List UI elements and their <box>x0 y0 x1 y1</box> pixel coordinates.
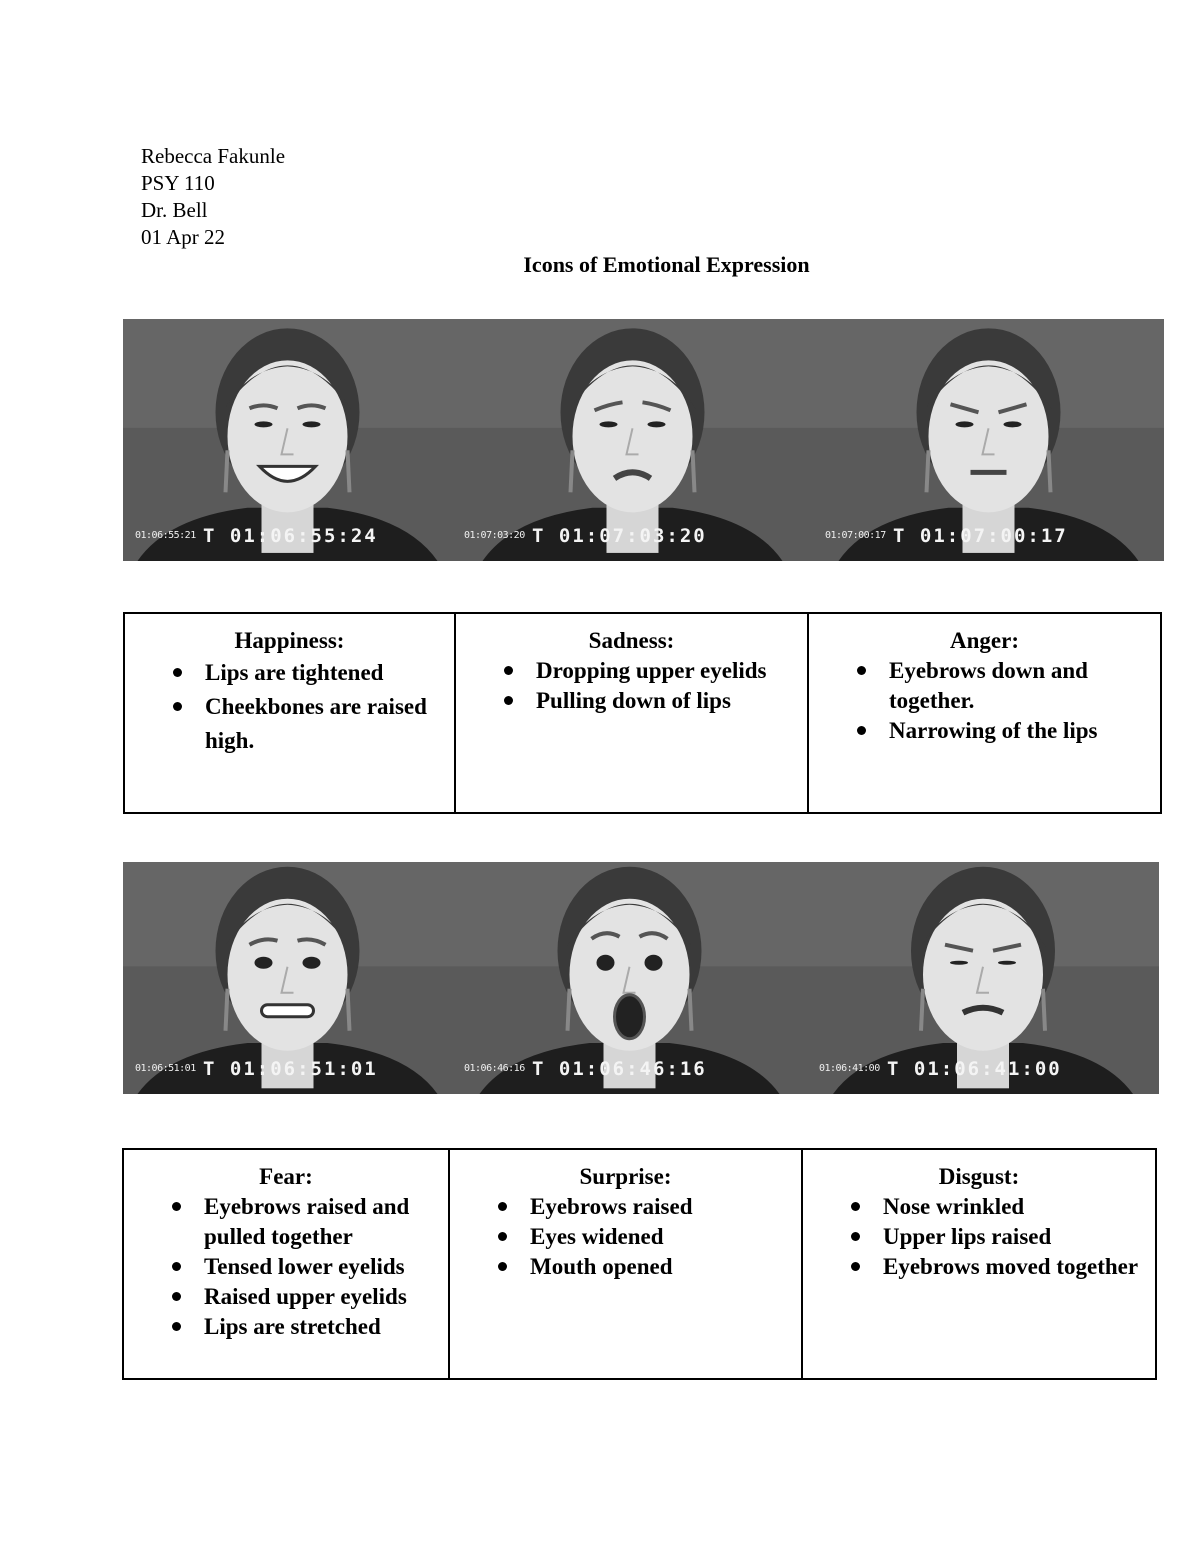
feature-item <box>811 1222 1147 1252</box>
earring-right <box>693 450 695 492</box>
timecode-large: T 01:06:55:24 <box>203 525 378 547</box>
feature-list <box>464 656 799 716</box>
expression-heading: Sadness: <box>588 628 675 653</box>
eye-left <box>600 421 618 427</box>
photo-fear <box>123 862 452 1094</box>
earring-right <box>690 989 692 1031</box>
feature-text: Eyebrows raised <box>530 1194 693 1219</box>
bullet-icon <box>172 1322 181 1331</box>
photo-row-2 <box>123 862 1159 1094</box>
expression-heading: Happiness: <box>234 628 345 653</box>
bullet-icon <box>851 1262 860 1271</box>
feature-item <box>458 1222 793 1252</box>
feature-item <box>458 1252 793 1282</box>
feature-text: Nose wrinkled <box>883 1194 1025 1219</box>
timecode-large: T 01:07:00:17 <box>893 525 1068 547</box>
feature-item <box>464 686 799 716</box>
earring-right <box>1043 989 1045 1031</box>
cell-anger <box>809 614 1160 812</box>
student-name: Rebecca Fakunle <box>141 144 286 168</box>
timecode-large: T 01:07:03:20 <box>532 525 707 547</box>
feature-item <box>817 716 1152 746</box>
feature-text: Narrowing of the lips <box>889 718 1098 743</box>
bullet-icon <box>851 1202 860 1211</box>
eye-right <box>303 957 321 969</box>
eye-left <box>255 957 273 969</box>
feature-text: Eyebrows moved together <box>883 1254 1139 1279</box>
feature-list <box>811 1192 1147 1282</box>
mouth <box>615 995 645 1039</box>
earring-right <box>1049 450 1051 492</box>
timecode-small: 01:06:41:00 <box>819 1063 880 1074</box>
timecode-small: 01:07:00:17 <box>825 530 886 541</box>
timecode-large: T 01:06:51:01 <box>203 1058 378 1080</box>
bullet-icon <box>857 726 866 735</box>
expression-heading: Fear: <box>259 1164 313 1189</box>
timecode-large: T 01:06:41:00 <box>887 1058 1062 1080</box>
timecode-small: 01:07:03:20 <box>464 530 525 541</box>
document-date: 01 Apr 22 <box>141 225 225 249</box>
feature-item <box>132 1252 440 1282</box>
feature-list <box>817 656 1152 746</box>
bullet-icon <box>498 1232 507 1241</box>
feature-item <box>133 690 446 758</box>
earring-left <box>921 989 923 1031</box>
expression-heading: Anger: <box>950 628 1019 653</box>
eye-left <box>956 421 974 427</box>
earring-right <box>348 450 350 492</box>
instructor-name: Dr. Bell <box>141 198 208 222</box>
feature-item <box>811 1252 1147 1282</box>
course-code: PSY 110 <box>141 171 215 195</box>
mouth <box>262 1005 314 1017</box>
bullet-icon <box>851 1232 860 1241</box>
feature-text: Lips are tightened <box>205 660 384 685</box>
earring-left <box>568 989 570 1031</box>
feature-item <box>464 656 799 686</box>
cell-fear <box>124 1150 450 1378</box>
timecode-small: 01:06:46:16 <box>464 1063 525 1074</box>
bullet-icon <box>172 1202 181 1211</box>
eye-right <box>648 421 666 427</box>
earring-left <box>571 450 573 492</box>
earring-left <box>927 450 929 492</box>
timecode-large: T 01:06:46:16 <box>532 1058 707 1080</box>
feature-text: Mouth opened <box>530 1254 673 1279</box>
eye-left <box>255 421 273 427</box>
feature-text: Dropping upper eyelids <box>536 658 767 683</box>
feature-text: Cheekbones are raised high. <box>205 694 427 753</box>
feature-text: Eyebrows down and together. <box>889 658 1088 713</box>
cell-disgust <box>803 1150 1155 1378</box>
photo-happiness <box>123 319 452 561</box>
feature-text: Tensed lower eyelids <box>204 1254 405 1279</box>
cell-happiness <box>125 614 456 812</box>
feature-list <box>133 656 446 758</box>
bullet-icon <box>498 1202 507 1211</box>
photo-row-1 <box>123 319 1164 561</box>
cell-sadness <box>456 614 809 812</box>
eye-right <box>645 955 663 971</box>
bullet-icon <box>172 1292 181 1301</box>
bullet-icon <box>172 1262 181 1271</box>
feature-text: Lips are stretched <box>204 1314 381 1339</box>
photo-anger <box>813 319 1164 561</box>
feature-item <box>132 1312 440 1342</box>
feature-text: Eyes widened <box>530 1224 664 1249</box>
bullet-icon <box>504 696 513 705</box>
eye-right <box>1004 421 1022 427</box>
feature-text: Eyebrows raised and pulled together <box>204 1194 410 1249</box>
feature-item <box>458 1192 793 1222</box>
timecode-small: 01:06:55:21 <box>135 530 196 541</box>
earring-left <box>226 450 228 492</box>
photo-disgust <box>807 862 1159 1094</box>
eye-right <box>303 421 321 427</box>
cell-surprise <box>450 1150 803 1378</box>
expression-table-2 <box>122 1148 1157 1380</box>
feature-list <box>458 1192 793 1282</box>
bullet-icon <box>498 1262 507 1271</box>
expression-table-1 <box>123 612 1162 814</box>
expression-heading: Surprise: <box>579 1164 672 1189</box>
eye-right <box>998 961 1016 965</box>
feature-text: Raised upper eyelids <box>204 1284 407 1309</box>
feature-item <box>132 1192 440 1252</box>
earring-left <box>226 989 228 1031</box>
bullet-icon <box>173 702 182 711</box>
photo-surprise <box>452 862 807 1094</box>
feature-text: Upper lips raised <box>883 1224 1052 1249</box>
bullet-icon <box>173 668 182 677</box>
photo-sadness <box>452 319 813 561</box>
bullet-icon <box>857 666 866 675</box>
feature-text: Pulling down of lips <box>536 688 731 713</box>
bullet-icon <box>504 666 513 675</box>
feature-item <box>811 1192 1147 1222</box>
header-block <box>141 143 285 251</box>
earring-right <box>348 989 350 1031</box>
feature-item <box>133 656 446 690</box>
feature-item <box>817 656 1152 716</box>
feature-list <box>132 1192 440 1342</box>
timecode-small: 01:06:51:01 <box>135 1063 196 1074</box>
eye-left <box>950 961 968 965</box>
eye-left <box>597 955 615 971</box>
page-title: Icons of Emotional Expression <box>523 252 810 277</box>
expression-heading: Disgust: <box>938 1164 1020 1189</box>
feature-item <box>132 1282 440 1312</box>
